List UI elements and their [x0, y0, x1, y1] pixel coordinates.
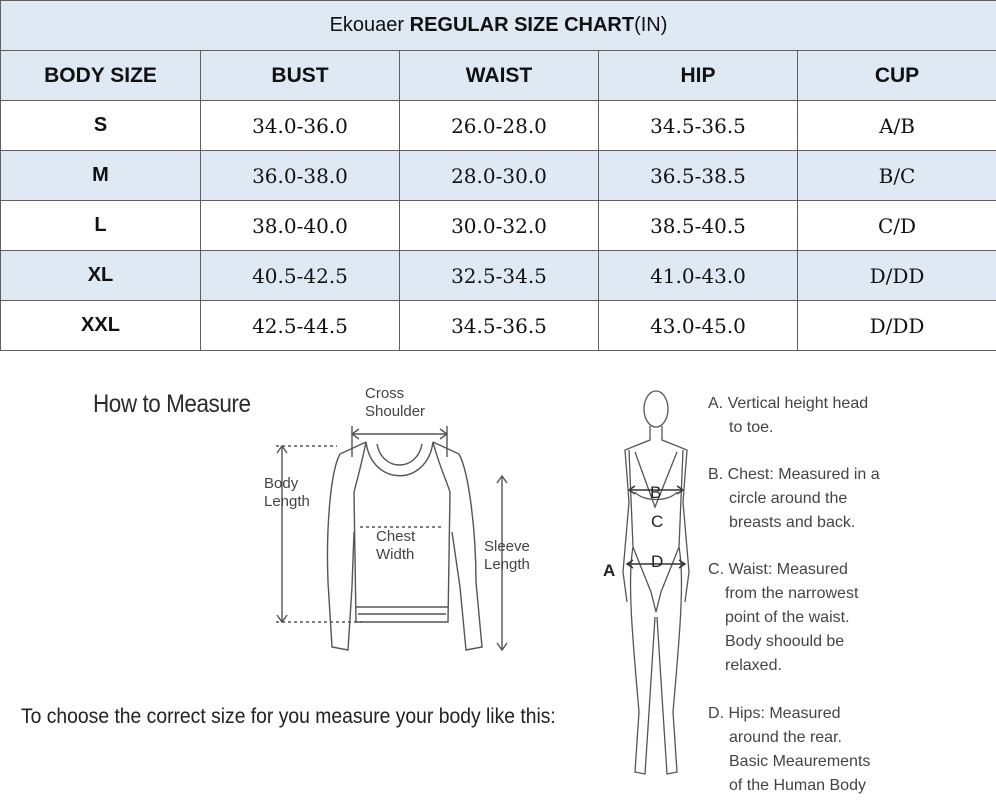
note-line: from the narrowest	[725, 585, 859, 602]
hip-cell: 34.5-36.5	[599, 101, 798, 151]
mark-d: D	[651, 552, 664, 571]
note-line: relaxed.	[725, 657, 782, 674]
title-brand: Ekouaer	[329, 14, 405, 36]
header-bust: BUST	[201, 51, 400, 101]
how-to-measure-section	[0, 352, 996, 803]
table-row	[1, 251, 996, 301]
note-line: B. Chest: Measured in a	[708, 466, 880, 483]
hip-cell: 43.0-45.0	[599, 301, 798, 351]
note-line: point of the waist.	[725, 609, 850, 626]
bust-cell: 36.0-38.0	[201, 151, 400, 201]
note-line: Body shoould be	[725, 633, 845, 650]
mark-a: A	[603, 561, 616, 580]
size-cell: S	[1, 101, 201, 151]
label-chest-line1: Chest	[376, 528, 416, 545]
note-line: C. Waist: Measured	[708, 561, 848, 578]
waist-cell: 34.5-36.5	[400, 301, 599, 351]
mark-b: B	[650, 483, 662, 502]
table-row	[1, 101, 996, 151]
table-row	[1, 151, 996, 201]
title-unit: (IN)	[634, 14, 668, 36]
header-cup: CUP	[798, 51, 996, 101]
label-body-line1: Body	[264, 475, 299, 492]
waist-cell: 30.0-32.0	[400, 201, 599, 251]
size-cell: M	[1, 151, 201, 201]
size-chart	[0, 0, 996, 351]
note-line: A. Vertical height head	[708, 395, 869, 412]
size-cell: XXL	[1, 301, 201, 351]
body-figure-illustration	[605, 382, 715, 802]
note-b	[708, 463, 880, 535]
table-row	[1, 301, 996, 351]
note-line: around the rear.	[729, 729, 842, 746]
hip-cell: 38.5-40.5	[599, 201, 798, 251]
cup-cell: B/C	[798, 151, 996, 201]
label-body-length	[264, 475, 310, 511]
note-line: D. Hips: Measured	[708, 705, 841, 722]
header-row	[1, 51, 996, 101]
label-sleeve-line2: Length	[484, 556, 530, 573]
table-row	[1, 201, 996, 251]
label-cross-shoulder	[365, 385, 425, 421]
label-sleeve-line1: Sleeve	[484, 538, 530, 555]
cup-cell: D/DD	[798, 301, 996, 351]
header-body-size: BODY SIZE	[1, 51, 201, 101]
label-sleeve-length	[484, 538, 530, 574]
waist-cell: 28.0-30.0	[400, 151, 599, 201]
table-title	[1, 1, 996, 51]
how-to-measure-title: How to Measure	[93, 390, 251, 418]
waist-cell: 32.5-34.5	[400, 251, 599, 301]
title-bold: REGULAR SIZE CHART	[409, 14, 635, 36]
label-body-line2: Length	[264, 493, 310, 510]
label-cross-line1: Cross	[365, 385, 405, 402]
hip-cell: 41.0-43.0	[599, 251, 798, 301]
note-line: breasts and back.	[729, 514, 856, 531]
hip-cell: 36.5-38.5	[599, 151, 798, 201]
note-d	[708, 702, 870, 798]
cup-cell: A/B	[798, 101, 996, 151]
bust-cell: 40.5-42.5	[201, 251, 400, 301]
bust-cell: 42.5-44.5	[201, 301, 400, 351]
note-c	[708, 558, 858, 678]
label-chest-width	[376, 528, 415, 564]
note-a	[708, 392, 868, 440]
size-cell: XL	[1, 251, 201, 301]
cup-cell: C/D	[798, 201, 996, 251]
note-line: of the Human Body	[729, 777, 866, 794]
cup-cell: D/DD	[798, 251, 996, 301]
label-chest-line2: Width	[376, 546, 415, 563]
mark-c: C	[651, 512, 664, 531]
header-waist: WAIST	[400, 51, 599, 101]
bust-cell: 38.0-40.0	[201, 201, 400, 251]
size-cell: L	[1, 201, 201, 251]
bust-cell: 34.0-36.0	[201, 101, 400, 151]
size-table	[0, 0, 996, 351]
note-line: circle around the	[729, 490, 848, 507]
waist-cell: 26.0-28.0	[400, 101, 599, 151]
choose-size-text: To choose the correct size for you measure your body like this:	[21, 705, 556, 728]
note-line: to toe.	[729, 419, 774, 436]
header-hip: HIP	[599, 51, 798, 101]
note-line: Basic Meaurements	[729, 753, 871, 770]
label-cross-line2: Shoulder	[365, 403, 426, 420]
